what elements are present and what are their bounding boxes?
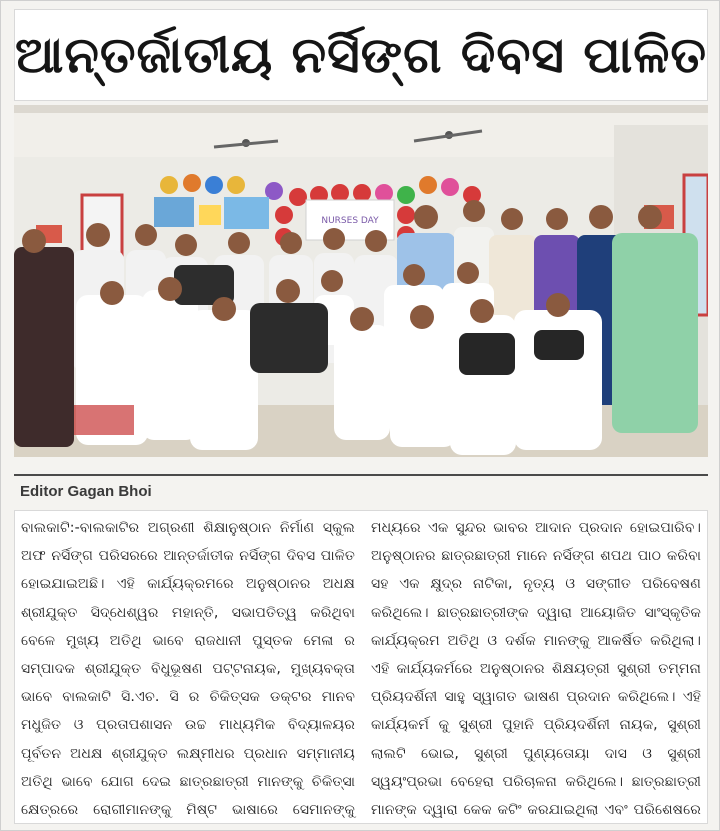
article-column-left: ବାଲକାଟି:-ବାଲକାଟିର ଅଗ୍ରଣୀ ଶିକ୍ଷାନୁଷ୍ଠାନ ନିର୍ମାଣ ସ୍କୁଲ ଅଫ ନର୍ସିଙ୍ଗ ପରିସରରେ ଆନ୍ତର୍ଜାତୀକ ନର୍ସିଙ୍ଗ ଦିବସ ପାଳିତ ହୋଇଯାଇଅଛି। ଏହି କାର୍ଯ୍ୟକ୍ରମରେ ଅନୁଷ୍ଠାନର ଅଧକ୍ଷ ଶ୍ରୀଯୁକ୍ତ ସିଦ୍ଧେଶ୍ୱର ମହାନ୍ତି, ସଭାପତିତ୍ୱ କରିଥିବା ବେଳେ ମୁଖ୍ୟ ଅତିଥି ଭାବେ ରାଜଧାନୀ ପୁସ୍ତକ ମେଳା ର ସମ୍ପାଦକ ଶ୍ରୀଯୁକ୍ତ ବିଧୁଭୂଷଣ ପଟ୍ଟନାୟକ, ମୁଖ୍ୟବକ୍ତା ଭାବେ ବାଲକାଟି ସି.ଏଚ. ସି ର ଚିକିତ୍ସକ ଡକ୍ଟର ମାନବ ମଧୁଜିତ ଓ ପ୍ରତାପଶାସନ ଉଚ୍ଚ ମାଧ୍ୟମିକ ବିଦ୍ୟାଳୟର ପୂର୍ବତନ ଅଧକ୍ଷ ଶ୍ରୀଯୁକ୍ତ ଲକ୍ଷ୍ମୀଧର ପ୍ରଧାନ ସମ୍ମାନୀୟ ଅତିଥି ଭାବେ ଯୋଗ ଦେଇ ଛାତ୍ରଛାତ୍ରୀ ମାନଙ୍କୁ ଚିକିତ୍ସା କ୍ଷେତ୍ରରେ ରୋଗୀମାନଙ୍କୁ ମିଷ୍ଟ ଭାଷାରେ ସେମାନଙ୍କୁ	[21, 520, 355, 819]
headline: ଆନ୍ତର୍ଜାତୀୟ ନର୍ସିଙ୍ଗ ଦିବସ ପାଳିତ	[15, 25, 707, 84]
group-photo	[14, 105, 708, 457]
article-body	[14, 510, 708, 824]
photo-illustration	[14, 105, 708, 457]
article-column-right: ମଧ୍ୟରେ ଏକ ସୁନ୍ଦର ଭାବର ଆଦାନ ପ୍ରଦାନ ହୋଇପାରିବ। ଅନୁଷ୍ଠାନର ଛାତ୍ରଛାତ୍ରୀ ମାନେ ନର୍ସିଙ୍ଗ ଶପଥ ପାଠ କରିବା ସହ ଏକ କ୍ଷୁଦ୍ର ନାଟିକା, ନୃତ୍ୟ ଓ ସଙ୍ଗୀତ ପରିବେଷଣ କରିଥିଲେ। ଛାତ୍ରଛାତ୍ରୀଙ୍କ ଦ୍ୱାରା ଆୟୋଜିତ ସାଂସ୍କୃତିକ କାର୍ଯ୍ୟକ୍ରମ ଅତିଥି ଓ ଦର୍ଶକ ମାନଙ୍କୁ ଆକର୍ଷିତ କରିଥିଲା। ଏହି କାର୍ଯ୍ୟକର୍ମରେ ଅନୁଷ୍ଠାନର ଶିକ୍ଷୟତ୍ରୀ ସୁଶ୍ରୀ ତମ୍ମନା ପ୍ରିୟଦର୍ଶିନୀ ସାହୁ ସ୍ୱାଗତ ଭାଷଣ ପ୍ରଦାନ କରିଥିଲେ। ଏହି କାର୍ଯ୍ୟକର୍ମ କୁ ସୁଶ୍ରୀ ପୁହାନି ପ୍ରିୟଦର୍ଶିନୀ ନାୟକ, ସୁଶ୍ରୀ ଲାଲଟି ଭୋଇ, ସୁଶ୍ରୀ ପୁଣ୍ୟତୋୟା ଦାସ ଓ ସୁଶ୍ରୀ ସ୍ୱୟଂପ୍ରଭା ବେହେରା ପରିଚାଳନା କରିଥିଲେ। ଛାତ୍ରଛାତ୍ରୀ ମାନଙ୍କ ଦ୍ୱାରା କେକ କଟିଂ କରଯାଇଥିଲା ଏବଂ ପରିଶେଷରେ	[371, 520, 701, 819]
headline-box	[14, 9, 708, 101]
nurses-day-banner: NURSES DAY	[321, 216, 379, 226]
editor-bar	[14, 474, 708, 506]
editor-credit: Editor Gagan Bhoi	[20, 482, 152, 500]
